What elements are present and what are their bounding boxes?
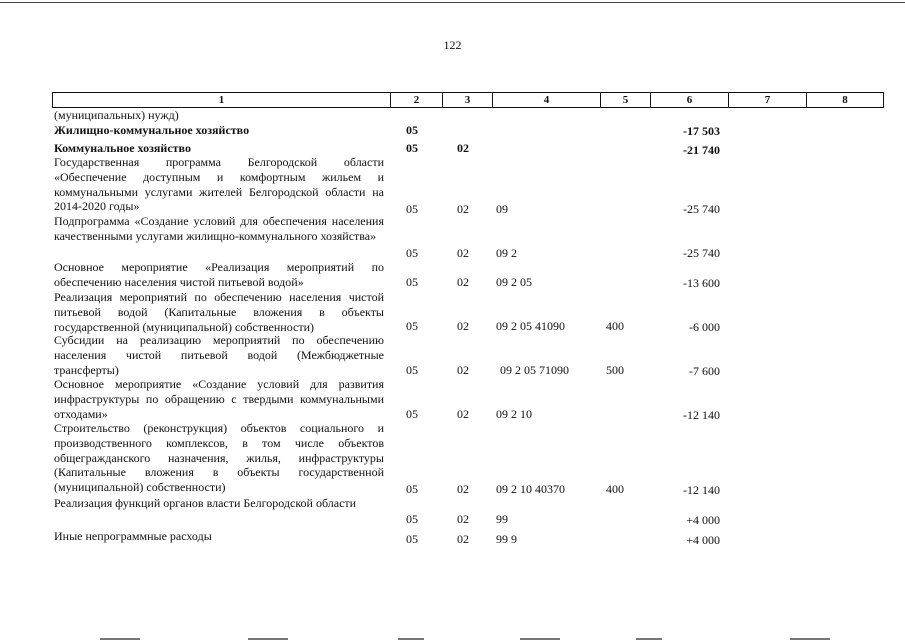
row-col-6: -12 140 (683, 483, 720, 497)
row-description: Коммунальное хозяйство (54, 141, 191, 155)
row-col-3: 02 (457, 275, 469, 289)
row-description: Реализация мероприятий по обеспечению населения чистой питьевой водой (Капитальные вложения в объекты государственной (муниципальной) собственности) (54, 290, 384, 334)
row-col-6: -25 740 (683, 246, 720, 260)
row-col-6: -12 140 (683, 408, 720, 422)
row-description: Жилищно-коммунальное хозяйство (54, 123, 250, 137)
page-top-edge (0, 2, 905, 3)
row-col-3: 02 (457, 532, 469, 546)
row-description: Субсидии на реализацию мероприятий по обеспечению населения чистой питьевой водой (Межбюджетные трансферты) (54, 333, 384, 377)
row-col-4: 99 9 (496, 532, 517, 546)
row-col-4: 09 2 05 (496, 275, 532, 289)
row-col-2: 05 (406, 123, 418, 137)
row-col-4: 09 2 10 40370 (496, 482, 565, 496)
row-col-4: 09 2 (496, 246, 517, 260)
row-col-4: 09 2 05 41090 (496, 319, 565, 333)
row-description: Реализация функций органов власти Белгородской области (54, 496, 357, 510)
row-col-6: +4 000 (686, 513, 720, 527)
table-header (52, 92, 884, 108)
header-col-6: 6 (651, 93, 729, 107)
header-col-8: 8 (842, 94, 848, 106)
row-col-3: 02 (457, 141, 469, 155)
row-col-2: 05 (406, 246, 418, 260)
header-col-5: 5 (601, 93, 651, 107)
row-col-6: -7 600 (689, 364, 720, 378)
row-col-4: 09 2 05 71090 (500, 363, 569, 377)
row-description: Основное мероприятие «Создание условий для развития инфраструктуры по обращению с твердыми коммунальными отходами» (54, 377, 384, 421)
header-col-4: 4 (493, 93, 601, 107)
row-col-6: +4 000 (686, 533, 720, 547)
row-col-2: 05 (406, 407, 418, 421)
row-col-2: 05 (406, 532, 418, 546)
row-col-2: 05 (406, 141, 418, 155)
row-col-5: 400 (606, 319, 624, 333)
header-col-1: 1 (53, 93, 391, 107)
row-description: Подпрограмма «Создание условий для обеспечения населения качественными услугами жилищно-коммунального хозяйства» (54, 214, 384, 243)
header-col-7: 7 (729, 93, 807, 107)
row-col-3: 02 (457, 482, 469, 496)
header-col-3: 3 (443, 93, 493, 107)
row-col-2: 05 (406, 202, 418, 216)
header-col-2: 2 (391, 93, 443, 107)
row-description: Государственная программа Белгородской области «Обеспечение доступным и комфортным жильем и коммунальными услугами жителей Белгородской области на 2014-2020 годы» (54, 155, 384, 214)
row-col-2: 05 (406, 512, 418, 526)
row-description: Иные непрограммные расходы (54, 529, 212, 543)
row-col-3: 02 (457, 407, 469, 421)
row-description: (муниципальных) нужд) (54, 108, 179, 122)
row-col-6: -13 600 (683, 276, 720, 290)
row-description: Основное мероприятие «Реализация мероприятий по обеспечению населения чистой питьевой водой» (54, 260, 384, 289)
row-col-4: 09 2 10 (496, 407, 532, 421)
row-col-4: 09 (496, 202, 508, 216)
row-col-2: 05 (406, 319, 418, 333)
row-col-5: 400 (606, 482, 624, 496)
row-col-6: -6 000 (689, 320, 720, 334)
row-col-3: 02 (457, 246, 469, 260)
row-col-3: 02 (457, 319, 469, 333)
row-col-3: 02 (457, 512, 469, 526)
row-col-3: 02 (457, 363, 469, 377)
row-col-2: 05 (406, 275, 418, 289)
row-col-4: 99 (496, 512, 508, 526)
row-col-2: 05 (406, 363, 418, 377)
row-col-3: 02 (457, 202, 469, 216)
row-col-6: -25 740 (683, 202, 720, 216)
row-col-6: -21 740 (683, 143, 720, 157)
row-col-2: 05 (406, 482, 418, 496)
row-description: Строительство (реконструкция) объектов социального и производственного комплексов, в том числе объектов общегражданского назначения, жилья, инфраструктуры (Капитальные вложения в объекты государственной (муниципальной) собственности) (54, 421, 384, 495)
page-number: 122 (443, 38, 462, 52)
row-col-6: -17 503 (683, 124, 720, 138)
row-col-5: 500 (606, 363, 624, 377)
